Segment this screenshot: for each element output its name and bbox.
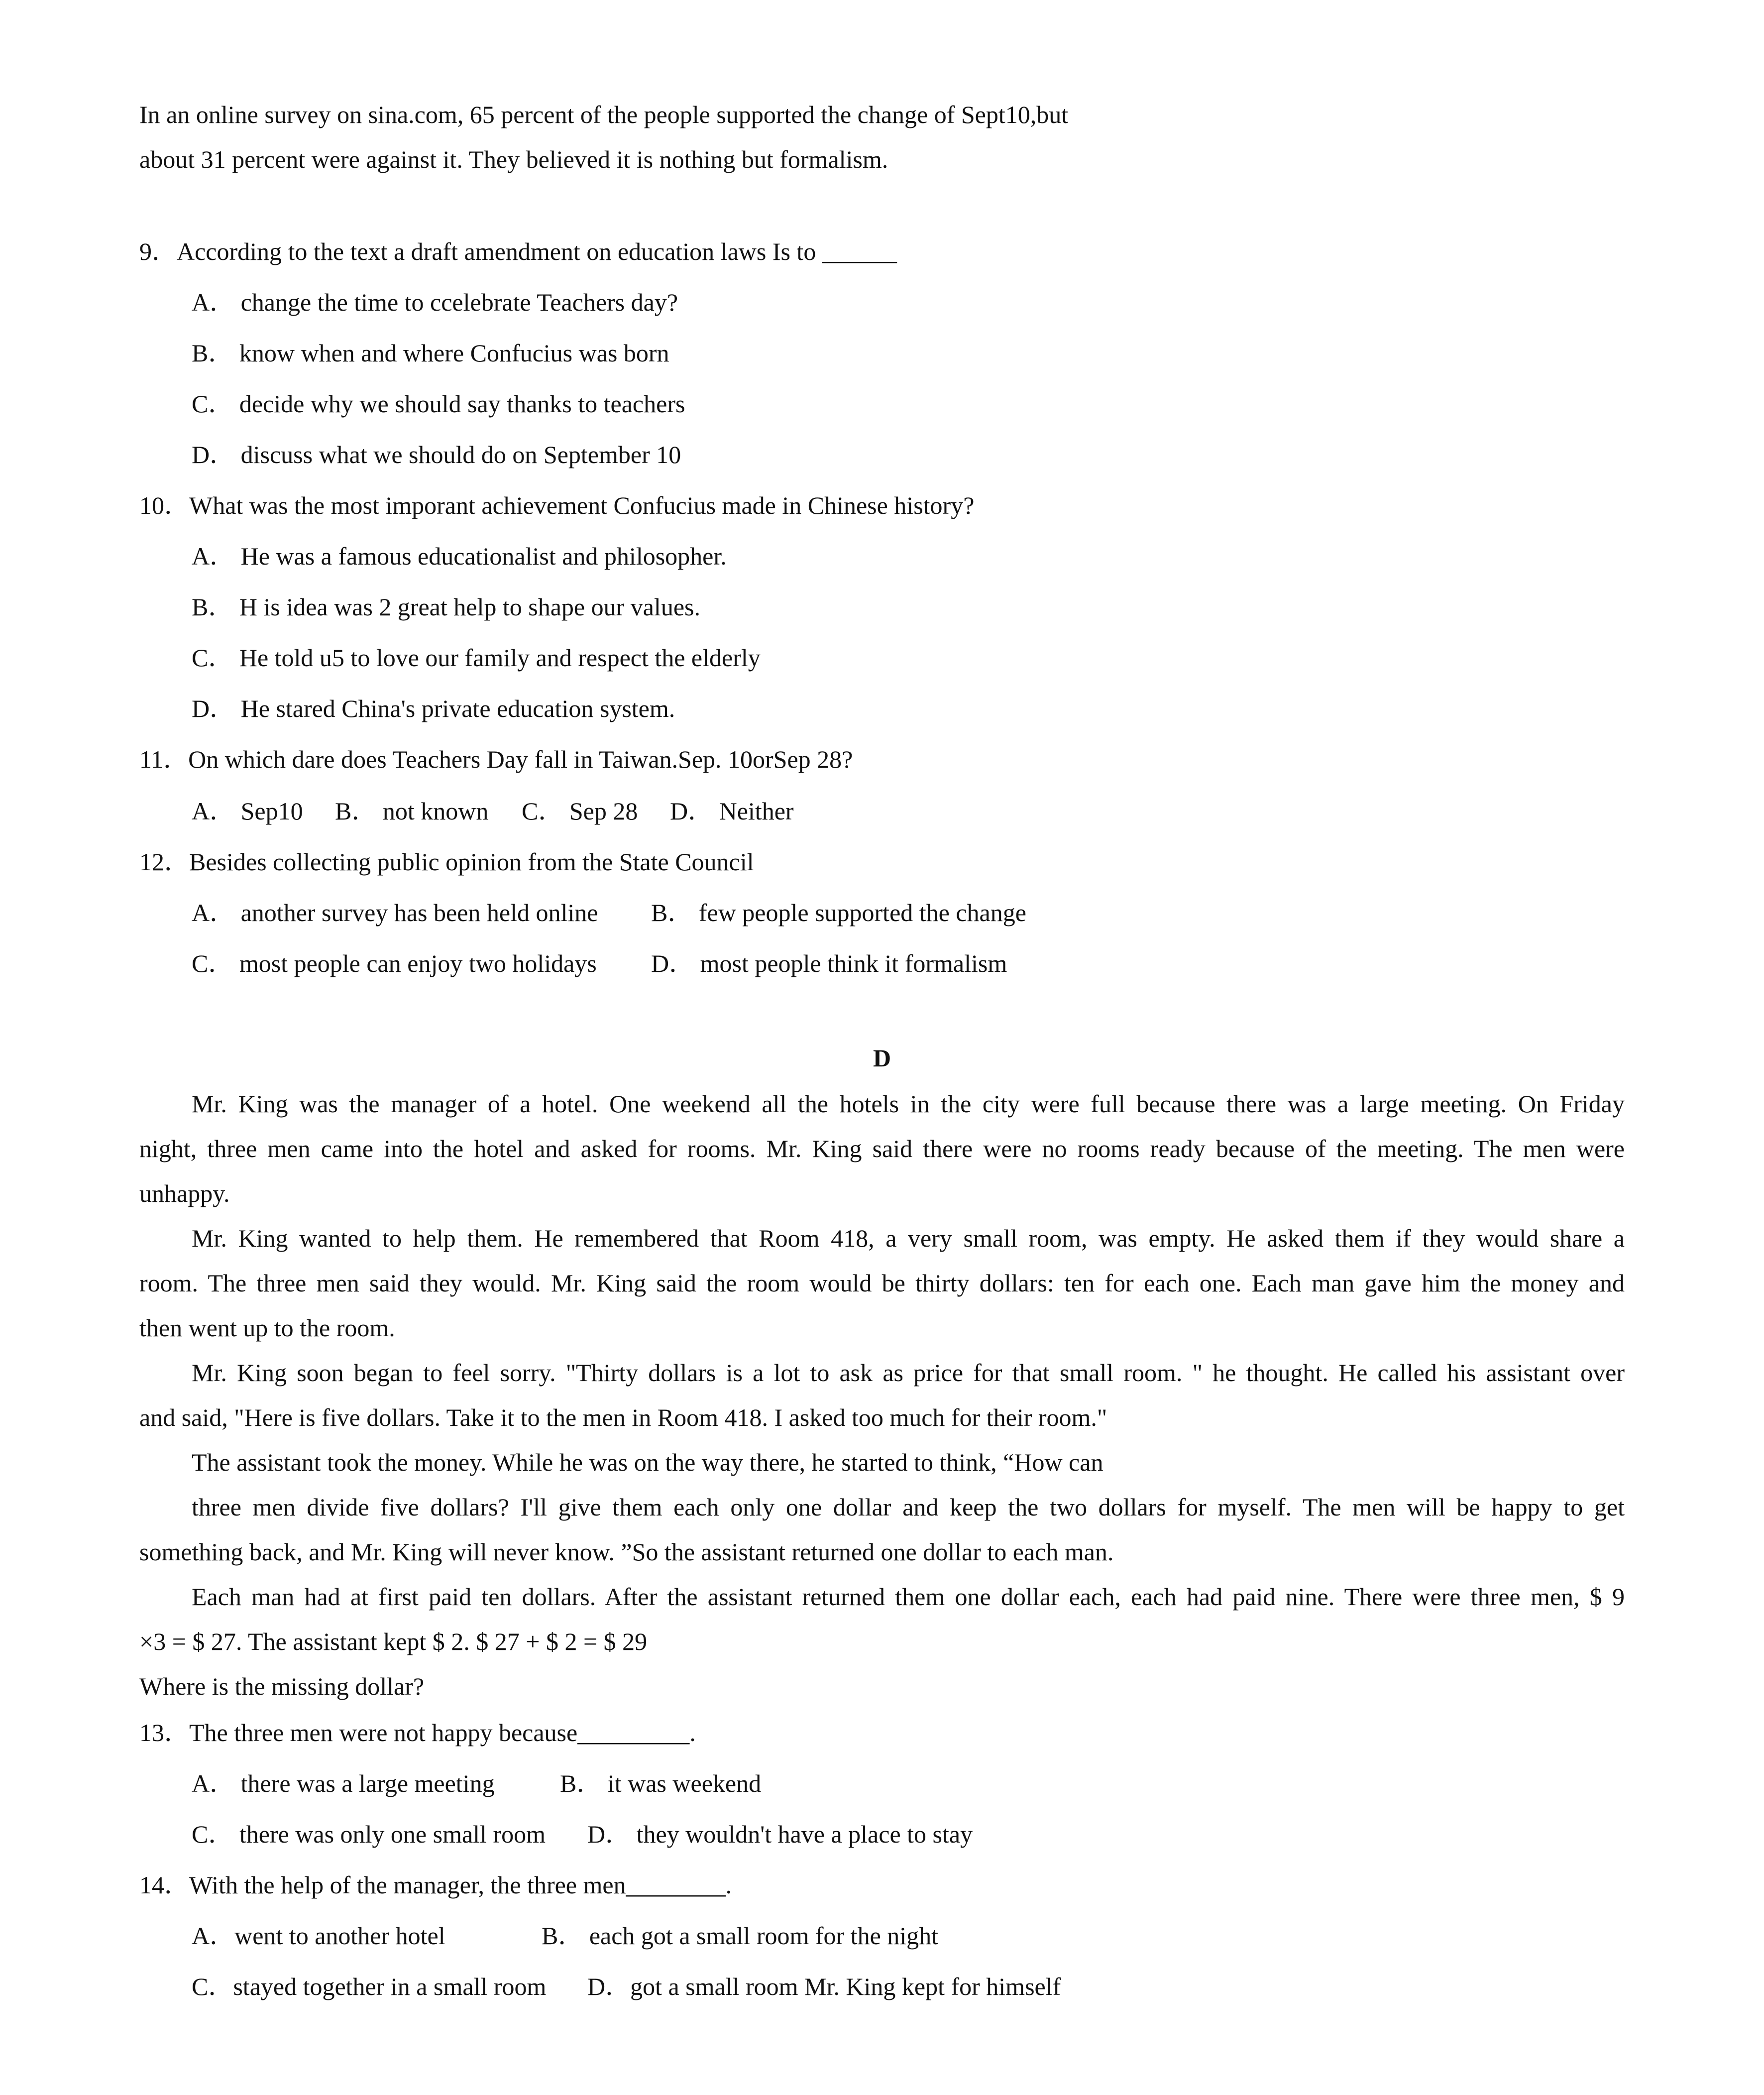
section-heading: D — [873, 1044, 891, 1072]
question-9-stem: 9．According to the text a draft amendment on education laws Is to ______ — [139, 237, 897, 265]
passage-line: and said, "Here is five dollars. Take it to the men in Room 418. I asked too much for their room." — [139, 1403, 1107, 1431]
passage-line: something back, and Mr. King will never know. ”So the assistant returned one dollar to each man. — [139, 1538, 1114, 1566]
question-12-stem: 12．Besides collecting public opinion from the State Council — [139, 848, 754, 876]
question-10-stem: 10．What was the most imporant achievement Confucius made in Chinese history? — [139, 491, 975, 519]
question-9-option-b: B． know when and where Confucius was born — [192, 339, 669, 367]
question-10-option-d: D． He stared China's private education system. — [192, 695, 675, 722]
question-9-option-d: D． discuss what we should do on September 10 — [192, 441, 681, 468]
question-12-option-d: D． most people think it formalism — [651, 949, 1007, 977]
intro-line: In an online survey on sina.com, 65 percent of the people supported the change of Sept10,but — [139, 101, 1069, 128]
question-11-option-c: C． Sep 28 — [522, 797, 638, 825]
passage-line: The assistant took the money. While he was on the way there, he started to think, “How can — [192, 1448, 1103, 1476]
question-11-option-b: B． not known — [335, 797, 489, 825]
question-14-option-b: B． each got a small room for the night — [542, 1922, 939, 1950]
question-9-option-a: A． change the time to ccelebrate Teachers day? — [192, 288, 678, 316]
question-11-stem: 11．On which dare does Teachers Day fall in Taiwan.Sep. 10orSep 28? — [139, 745, 853, 773]
question-12-option-a: A． another survey has been held online — [192, 899, 598, 927]
question-14-stem: 14．With the help of the manager, the three men________. — [139, 1871, 732, 1899]
question-14-option-c: C．stayed together in a small room — [192, 1973, 547, 2000]
passage-line: Each man had at first paid ten dollars. After the assistant returned them one dollar each, each had paid nine. There were three men, $ 9 — [192, 1583, 1625, 1611]
question-13-stem: 13．The three men were not happy because_________. — [139, 1719, 696, 1746]
passage-line: then went up to the room. — [139, 1314, 395, 1342]
question-13-option-d: D． they wouldn't have a place to stay — [587, 1820, 973, 1848]
intro-line: about 31 percent were against it. They believed it is nothing but formalism. — [139, 145, 888, 173]
question-12-option-c: C． most people can enjoy two holidays — [192, 949, 597, 977]
passage-line: unhappy. — [139, 1179, 230, 1207]
question-9-option-c: C． decide why we should say thanks to teachers — [192, 390, 685, 418]
question-13-option-a: A． there was a large meeting — [192, 1769, 495, 1797]
passage-line: ×3 = $ 27. The assistant kept $ 2. $ 27 + $ 2 = $ 29 — [139, 1628, 648, 1655]
question-10-option-a: A． He was a famous educationalist and philosopher. — [192, 542, 727, 570]
passage-line: three men divide five dollars? I'll give them each only one dollar and keep the two dollars for myself. The men will be happy to get — [192, 1493, 1625, 1521]
question-11-option-a: A． Sep10 — [192, 797, 303, 825]
question-10-option-c: C． He told u5 to love our family and respect the elderly — [192, 644, 761, 672]
question-13-option-b: B． it was weekend — [560, 1769, 762, 1797]
question-14-option-d: D．got a small room Mr. King kept for himself — [587, 1973, 1061, 2000]
question-13-option-c: C． there was only one small room — [192, 1820, 546, 1848]
question-11-option-d: D． Neither — [670, 797, 794, 825]
passage-line: Mr. King soon began to feel sorry. "Thirty dollars is a lot to ask as price for that small room. " he thought. He called his assistant over — [192, 1359, 1625, 1387]
passage-line: night, three men came into the hotel and asked for rooms. Mr. King said there were no rooms ready because of the meeting. The men were — [139, 1135, 1625, 1163]
question-12-option-b: B． few people supported the change — [651, 899, 1026, 927]
question-10-option-b: B． H is idea was 2 great help to shape our values. — [192, 593, 700, 621]
passage-line: Mr. King wanted to help them. He remembered that Room 418, a very small room, was empty. He asked them if they would share a — [192, 1224, 1625, 1252]
passage-line: room. The three men said they would. Mr. King said the room would be thirty dollars: ten for each one. Each man gave him the money and — [139, 1269, 1625, 1297]
passage-question: Where is the missing dollar? — [139, 1672, 425, 1700]
passage-line: Mr. King was the manager of a hotel. One weekend all the hotels in the city were full because there was a large meeting. On Friday — [192, 1090, 1625, 1118]
question-14-option-a: A．went to another hotel — [192, 1922, 445, 1950]
